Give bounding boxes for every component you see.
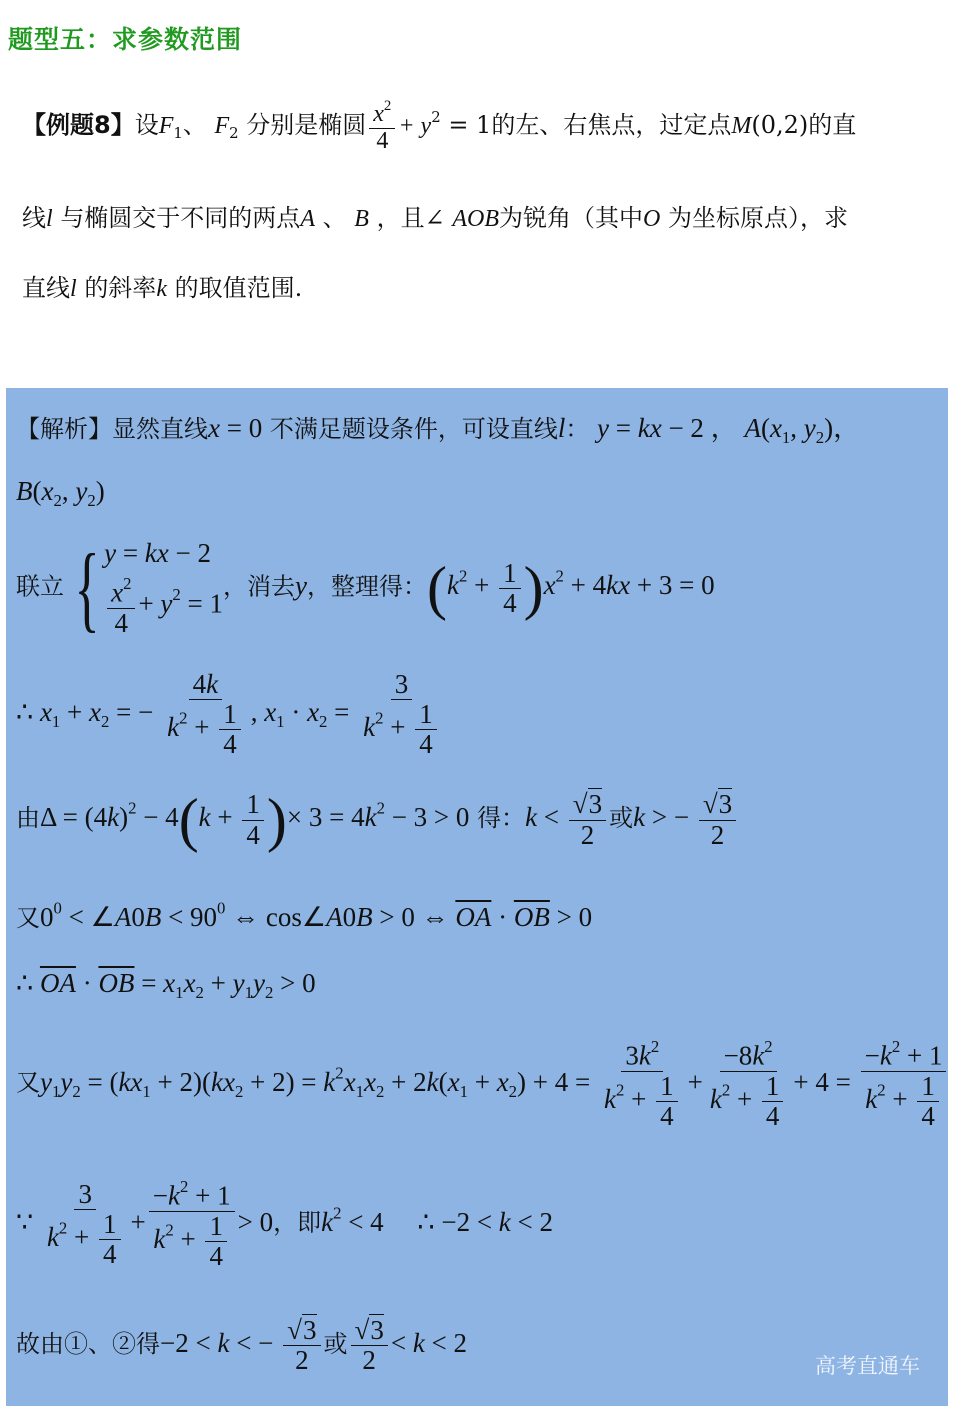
- solution-box: [6, 388, 948, 1406]
- text: 线: [22, 204, 46, 232]
- example-label: 【例题8】: [22, 110, 135, 139]
- solution-line-2: $B(x_2$, $y_2$): [16, 476, 105, 510]
- text: 又: [16, 1068, 40, 1097]
- solution-line-5: 由$\Delta = (4k)^2 - 4(k$ + $\frac{1}{4}$ )× $3 = 4k^2 - 3 > 0$ 得：k < $\frac{√3}{2}$ 或k > − $\frac{√3}{2}$: [16, 790, 739, 850]
- text: 的直: [808, 110, 857, 139]
- text: ：: [565, 415, 590, 443]
- text: 直线: [22, 274, 70, 302]
- fraction: $\frac{x^2}{4}$: [369, 98, 395, 155]
- text: 、: [322, 204, 347, 232]
- text: 得：: [477, 804, 526, 833]
- text: 或: [609, 804, 634, 833]
- text: 分别是椭圆: [246, 110, 367, 139]
- text: 为坐标原点），求: [667, 204, 848, 232]
- text: ，即: [273, 1208, 322, 1237]
- text: ，整理得：: [307, 572, 427, 601]
- text: 、: [182, 110, 207, 139]
- text: 显然直线: [112, 415, 208, 443]
- text: 的取值范围.: [174, 274, 303, 302]
- problem-line-3: 直线l 的斜率k 的取值范围.: [22, 274, 303, 302]
- text: 为锐角（其中: [498, 204, 643, 232]
- solution-line-6: 又$0^0$ < ∠A0B < $90^0$ ⇔ cos∠A0B > 0 ⇔ $\overline{OA} \cdot \overline{OB} > 0$: [16, 898, 593, 932]
- text: 不满足题设条件，可设直线: [269, 415, 558, 443]
- watermark: 高考直通车: [815, 1354, 920, 1378]
- problem-line-1: 【例题8】设$F_1$、 $F_2$ 分别是椭圆 $\frac{x^2}{4}$ + $y^2 = 1$的左、右焦点，过定点M(0,2)的直: [22, 98, 857, 155]
- text: 又: [16, 904, 40, 932]
- solution-line-10: 故由①、②得−2 < k < − $\frac{√3}{2}$ 或 $\frac{√3}{2}$ < k < 2: [16, 1315, 468, 1376]
- text: 由: [16, 804, 40, 833]
- text: 的左、右焦点，过定点: [491, 110, 732, 139]
- solution-label: 【解析】: [16, 415, 112, 443]
- solution-line-3: 联立 { y = kx − 2 $\frac{x^2}{4}$ + $y^2 = 1$ ，消去y，整理得：($k^2$ + $\frac{1}{4}$ )$x^2 + 4kx + 3 = 0$: [16, 533, 715, 641]
- section-heading: 题型五：求参数范围: [8, 25, 243, 54]
- text: 联立: [16, 572, 64, 601]
- text: 的斜率: [84, 274, 157, 302]
- solution-line-4: ∴ $x_1 + x_2$ = − 4k $k^2$ + $\frac{1}{4}$ , $x_1 \cdot x_2$ = 3 $k^2$ + $\frac{1}{4}$: [16, 670, 447, 759]
- text: 设: [134, 110, 159, 139]
- solution-line-9: ∵ 3 $k^2$ + $\frac{1}{4}$ + $-k^2 + 1$ $k^2$ + $\frac{1}{4}$ > 0，即$k^2 < 4$ ∴ −2 < k < 2: [16, 1177, 554, 1271]
- text: ，且: [376, 204, 425, 232]
- text: ，消去: [223, 572, 296, 601]
- solution-line-8: 又$y_1y_2 = (kx_1 + 2)(kx_2 + 2) = k^2x_1x_2 + 2k(x_1 + x_2) + 4$ = $3k^2$ $k^2$ + $\frac{1}{4}$ + $-8k^2$ $k^2$ + $\frac{1}{4}$ + 4 = $-k^2 + 1$ $k^2$ + $\frac{1}{4}$: [16, 1038, 949, 1131]
- problem-line-2: 线l 与椭圆交于不同的两点A 、 B ，且∠ AOB为锐角（其中O 为坐标原点），求: [22, 204, 848, 232]
- solution-line-1: 【解析】显然直线x = 0 不满足题设条件，可设直线l： y = kx − 2 ， $A(x_1$, $y_2$)，: [16, 413, 861, 447]
- text: 或: [323, 1329, 348, 1358]
- text: 与椭圆交于不同的两点: [60, 204, 301, 232]
- solution-line-7: ∴ $\overline{OA} \cdot \overline{OB} = x_1x_2 + y_1y_2 > 0$: [16, 968, 316, 1002]
- equation-system: { y = kx − 2 $\frac{x^2}{4}$ + $y^2 = 1$: [74, 533, 224, 641]
- text: 故由①、②得: [16, 1329, 160, 1358]
